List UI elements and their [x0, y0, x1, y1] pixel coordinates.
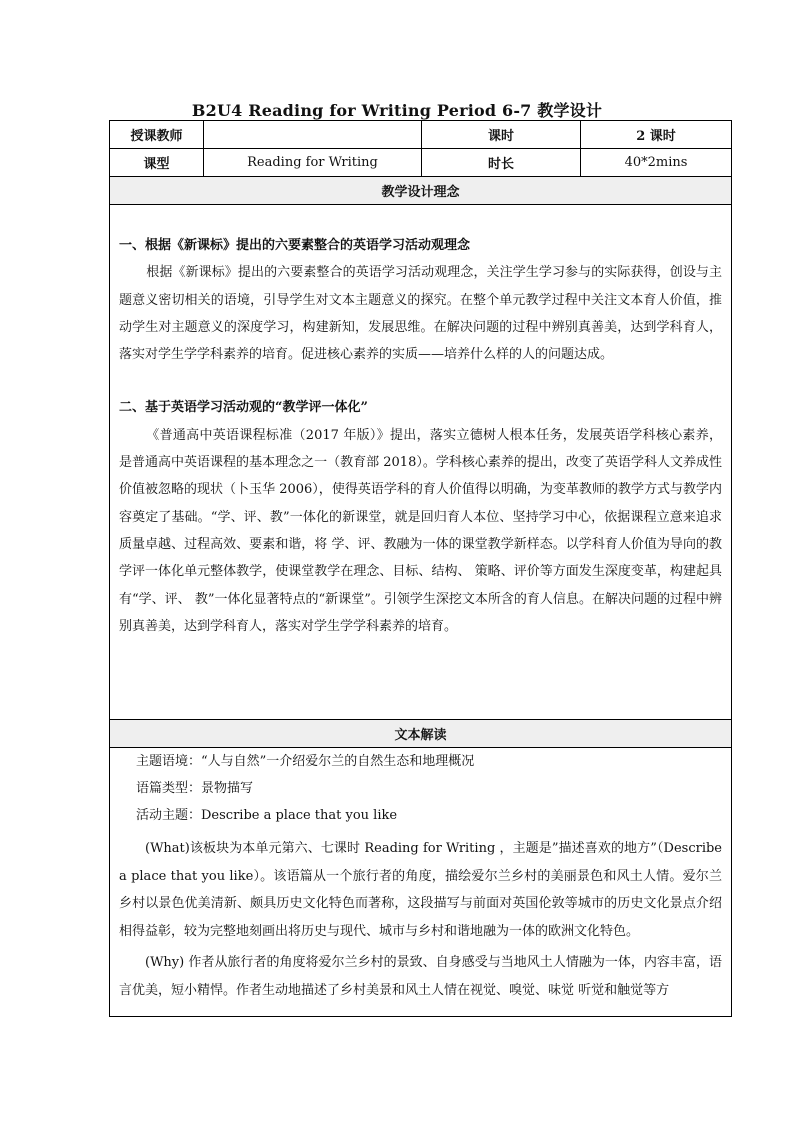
teacher-value [204, 121, 422, 149]
period-label: 课时 [422, 121, 581, 149]
part2-body: 《普通高中英语课程标准（2017 年版）》提出，落实立德树人根本任务，发展英语学科核心素养，是普通高中英语课程的基本理念之一（教育部 2018）。学科核心素养的提出，改变了英语学科人文养成性价值被忽略的现状（卜玉华 2006），使得英语学科的育人价值得以明确，为变革教师的教学方式与教学内容奠定了基础。“学、评、教”一体化的新课堂，就是回归育人本位、坚持学习中心，依据课程立意来追求质量卓越、过程高效、要素和谐，将 学、评、教融为一体的课堂教学新样态。以学科育人价值为导向的教学评一体化单元整体教学，使课堂教学在理念、目标、结构、 策略、评价等方面发生深度变革，构建起具有“学、评、 教”一体化显著特点的“新课堂”。引领学生深挖文本所含的育人信息。在解决问题的过程中辨别真善美，达到学科育人，落实对学生学学科素养的培育。 [119, 427, 722, 634]
text-type: 语篇类型：景物描写 [136, 781, 254, 796]
part2-title: 二、基于英语学习活动观的“教学评一体化” [119, 400, 368, 416]
text-heading-row [110, 720, 732, 748]
header-row-2 [110, 149, 732, 177]
activity-theme: 活动主题：Describe a place that you like [136, 808, 398, 823]
teacher-label: 授课教师 [110, 121, 204, 149]
text-heading: 文本解读 [110, 720, 732, 748]
type-value: Reading for Writing [204, 149, 422, 177]
type-label: 课型 [110, 149, 204, 177]
header-row-1 [110, 121, 732, 149]
duration-label: 时长 [422, 149, 581, 177]
duration-value: 40*2mins [581, 149, 732, 177]
theme-context: 主题语境：“人与自然”一介绍爱尔兰的自然生态和地理概况 [136, 754, 475, 769]
text-content [110, 748, 732, 1017]
what-paragraph: (What)该板块为本单元第六、七课时 Reading for Writing ，主题是”描述喜欢的地方”（Describe a place that you like）。该语篇从一个旅行者的角度，描绘爱尔兰乡村的美丽景色和风土人情。爱尔兰乡村以景色优美清新、颇具历史文化特色而著称，这段描写与前面对英国伦敦等城市的历史文化景点介绍相得益彰，较为完整地刻画出将历史与现代、城市与乡村和谐地融为一体的欧洲文化特色。 [119, 841, 722, 939]
why-paragraph: (Why) 作者从旅行者的角度将爱尔兰乡村的景致、自身感受与当地风土人情融为一体，内容丰富，语言优美，短小精悍。作者生动地描述了乡村美景和风土人情在视觉、嗅觉、味觉 听觉和触觉等方 [119, 955, 722, 998]
period-value: 2 课时 [581, 121, 732, 149]
design-heading-row [110, 177, 732, 205]
design-content-row [110, 205, 732, 720]
design-heading: 教学设计理念 [110, 177, 732, 205]
part1-body: 根据《新课标》提出的六要素整合的英语学习活动观理念，关注学生学习参与的实际获得，创设与主题意义密切相关的语境，引导学生对文本主题意义的探究。在整个单元教学过程中关注文本育人价值，推动学生对主题意义的深度学习，构建新知，发展思维。在解决问题的过程中辨别真善美，达到学科育人，落实对学生学学科素养的培育。促进核心素养的实质——培养什么样的人的问题达成。 [119, 265, 722, 363]
lesson-plan-table [109, 120, 732, 1017]
part1-title: 一、根据《新课标》提出的六要素整合的英语学习活动观理念 [119, 238, 471, 253]
text-content-row [110, 748, 732, 1017]
design-content [110, 205, 732, 720]
document-title: B2U4 Reading for Writing Period 6-7 教学设计 [191, 101, 603, 120]
